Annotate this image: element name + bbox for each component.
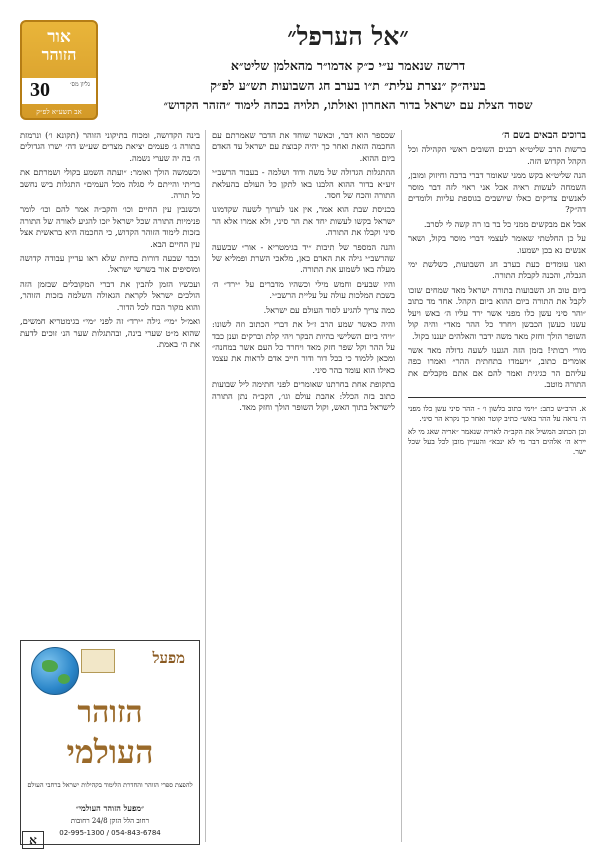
column-middle	[212, 130, 395, 842]
paragraph: והנה המספר של תיבות ״יד בגימטריא - אור״ שבשעה שהרשב״י גילה את האדם כאן, מלאכי השרת ופמליא של מעלה באו לשמוע את התורה.	[212, 241, 395, 275]
column-heading: ברוכים הבאים בשם ה׳	[501, 130, 586, 141]
paragraph: ברשות הרב שליט״א רבנים השובים ראשי הקהילה וכל הקהל הקדוש הזה.	[408, 144, 586, 166]
issue-number: 30	[30, 79, 50, 101]
logo-line-1: אור	[47, 27, 71, 47]
book-icon	[81, 649, 115, 673]
column-left	[20, 130, 200, 632]
article-subtitle-3: שסוד הצלת עם ישראל בדור האחרון ואולתו, תלויה בכחה לימוד ״הזהר הקדוש״	[163, 98, 533, 112]
paragraph: בכניסת שבת הוא אמר, אין אנו לערוך לשעה שקדמונו ישראל בקשו לעשות יחד את הר סיני, ולא אמרו אלא הר סיני וקבלו את התורה.	[212, 204, 395, 238]
paragraph: וכבר שבעה דורות בחיות שלא ראו עדיין עבודה קדושה ומוסיפים אור בשרשי ישראל.	[20, 253, 200, 275]
paragraph: וכשנבין עין החיים וכו׳ והקב״ה אמר להם וכו׳ לומר פנימיות התורה שכל ישראל יזכו להגיע לאורה של התורה בזכות לימוד הזוהר הקדוש, כי החכמה היא בראשית אצל עין החיים הבא.	[20, 204, 200, 249]
ad-brand-line-1: הזוהר	[77, 695, 143, 730]
globe-icon	[31, 647, 79, 695]
paragraph: בתקופת אחת בחרתנו שאומרים לפני חתימה ליל שבועות כתוב בזה הכלל: אהבת עולם וגו׳, הקב״ה נתן התורה לישראל בתוך האש, וקול השופר הולך וחזק מאד.	[212, 379, 395, 412]
paragraph: אבל אם מבקשים ממני כל בר בו רה קשה לי לסרב.	[423, 218, 586, 229]
column-divider	[205, 130, 206, 842]
paragraph: והיו שבעים וחמש מילי וכשהיו מדברים על ״ירד״ ה׳ בשבת המלכות עולה על עליית הרשב״י.	[212, 278, 395, 301]
column-divider	[401, 130, 402, 842]
page-number: א	[22, 831, 44, 849]
column-right	[408, 130, 586, 842]
paragraph: מורי רבותי! בזמן הזה הגענו לשעה גדולה מאד אשר אומרים כתוב, ״ויעמדו בתחתית ההר״ ואמרו כפה עליהם הר כגיגית ואמר להם אם אתם מקבלים את התורה מוטב.	[408, 344, 586, 390]
issue-label: גליון מס׳	[70, 81, 90, 88]
paragraph: ועכשיו הזמן להבין את דברי המקובלים שבזמן הזה הולכים ישראל לקראת הגאולה השלמה בזכות הזוהר, והוא מקור הכח לכל הדור.	[20, 278, 200, 312]
issue-box	[22, 78, 96, 104]
paragraph: על כן החלטתי שאומר לעצמי דברי מוסר בקול, ושאר אנשים נא בכן ישמעו.	[408, 233, 586, 255]
paragraph: והיה כאשר שמע הרב ז״ל את דברי הכתוב וזה לשונו: ״ויהי ביום השלישי בהיות הבקר ויהי קלת וברקים וענן כבד על ההר וקל שפר חזק מאד ויחרד כל העם אשר במחנה״ ומכאן ללמוד כי בכל דור ודור חייב אדם לראות את עצמו כאילו הוא עומד בהר סיני.	[212, 319, 395, 375]
ad-mifal-label: מפעל	[152, 649, 185, 667]
paragraph: וכשמשה הולך ואומר: ״ועתה השמע בקולי ושמרתם את בריתי והייתם לי סגלה מכל העמים״ התגלות ביש נחשב כל תורה.	[20, 167, 200, 201]
advertisement-box	[20, 640, 200, 845]
footnote: א. הרב״ש כתב: ״וימי כתוב בלשון ו׳ - ההר סיני עשן כלו מפני ה׳ נראה על ההר באש״ כתיב קוטר ואחר כך נקרא הר סיני.	[408, 403, 586, 423]
paragraph: ההתגלות הגדולה של משה ודוד ושלמה - בעבור הרשב״י זיע״א בדור ההוא הלבנו באו לתקן כל העולם בהעלאת התורה והכח של חסד.	[212, 167, 395, 201]
ad-brand-line-2: העולמי	[66, 733, 154, 771]
paragraph: הנה שליט״א בקש ממני שאומר דברי ברכה וחיזוק ומובן, השמחה לעשות ראיה אבל אני ראוי לזה דבר מוסר לאנשים צדיקים כאלו שיושבים בגוספת עליות ולומדים דה״ק?	[408, 170, 586, 215]
article-title: ״אל הערפל״	[287, 22, 409, 51]
logo-line-2: הזוהר	[41, 45, 77, 64]
ad-description: להפצת ספרי הזוהר והחדרת הלימוד בקהילות ישראל ברחבי העולם	[27, 781, 193, 789]
footnote: וכן הכתוב המשיל את הקב״ה לאריה שנאמר ״אריה שאג מי לא יירא ה׳ אלהים דבר מי לא ינבא״ והעניין מובן לכל בעל שכל ישר.	[408, 426, 586, 456]
paragraph: כמה צריך להגיע לסוד העולם עם ישראל.	[263, 304, 395, 315]
footnote-rule	[408, 397, 586, 398]
paragraph: ואמ״ל ״מי״ גילה ״ירד״ זה לפני ״מי״ בגימטריא חמשים, שהוא מ״ט שערי בינה, ובהתגלות שער הנ׳ זוכים לדעת את ה׳ באמת.	[20, 316, 200, 349]
article-subtitle-2: בעיה״ק ״נצרת עלית״ ת״ו בערב חג השבועות תש״ע לפ״ק	[210, 78, 486, 93]
publication-logo	[20, 20, 98, 120]
article-subtitle-1: דרשה שנאמר ע״י כ״ק אדמו״ר מהאלמן שליט״א	[230, 58, 466, 73]
paragraph: בינה הקדושה, ומכוח בתיקוני הזוהר (תקונא ו׳) ונרמזת בתורה ג׳ פעמים יציאת מצרים שע״ש דה׳ ישרו הגדולים ה׳ בה יה שערי נשמה.	[20, 130, 200, 163]
ad-phone: 02-995-1300 / 054-843-6784	[59, 829, 161, 837]
paragraph: שכספר הוא דבר, וכאשר שוחד את הדבר שאמרתם עם החכמה הזאת ואחר כך יהיה קבוצת עם ישראל עד האדם ביום ההוא.	[212, 130, 395, 163]
ad-address: רחוב הלל הזקן 24/8 רחובות	[70, 817, 150, 825]
issue-date: אב תשע״א לפ״ק	[36, 108, 82, 116]
paragraph: ביום טוב חג השבועות בתורה ישראל מאד שמחים שזכו לקבל את התורה ביום ההוא ביום הקהל. אחד מד כתוב ״והר סיני עשן כלו מפני אשר ירד עליו ה׳ באש ויעל עשנו כעשן הכבשן ויחרד כל ההר מאד״ והיה קול השופר הולך וחזק מאד משה ידבר והאלהים יעננו בקול.	[408, 284, 586, 341]
paragraph: ואנו עומדים כעת בערב חג השבועות, כשלשת ימי הגבלה, והכנה לקבלת התורה.	[408, 259, 586, 281]
ad-organization: ״מפעל הזוהר העולמי״	[75, 803, 145, 813]
